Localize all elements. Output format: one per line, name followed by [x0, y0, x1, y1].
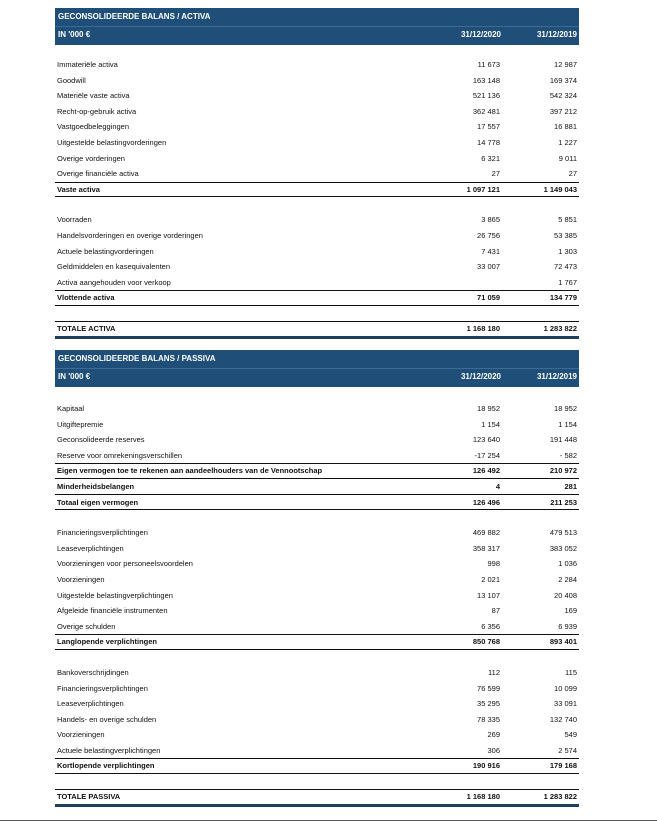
table-row-value-2020: 6 356 [481, 621, 500, 631]
activa-header [55, 8, 579, 45]
table-row-value-2019: 115 [565, 667, 577, 677]
passiva-header [55, 350, 579, 387]
activa-col2-header: 31/12/2019 [536, 30, 577, 39]
total-row-label: TOTALE PASSIVA [57, 792, 121, 802]
table-row-value-2019: 1 303 [558, 246, 577, 256]
subtotal-row-value-2020: 850 768 [472, 637, 500, 647]
table-row-value-2020: 78 335 [477, 714, 500, 724]
passiva-col2-header: 31/12/2019 [536, 372, 577, 381]
table-row-value-2020: 358 317 [472, 543, 500, 553]
table-row-label: Voorzieningen [57, 574, 105, 584]
table-row-value-2019: 2 284 [558, 574, 577, 584]
table-row-value-2020: 469 882 [472, 528, 500, 538]
subtotal-row-label: Totaal eigen vermogen [57, 497, 139, 507]
table-row [55, 541, 579, 557]
subtotal-row [55, 479, 579, 495]
table-row-value-2019: 27 [568, 169, 577, 179]
table-row [55, 57, 579, 73]
total-row-label: TOTALE ACTIVA [57, 323, 116, 333]
table-row-value-2019: 12 987 [554, 60, 577, 69]
table-row [55, 432, 579, 448]
passiva-unit: IN '000 € [58, 372, 91, 381]
table-row-label: Overige financiële activa [57, 169, 139, 179]
table-row-value-2019: 53 385 [554, 230, 577, 240]
table-row-label: Geconsolideerde reserves [57, 435, 145, 445]
table-row [55, 712, 579, 728]
table-row [55, 681, 579, 697]
table-row-value-2020: 11 673 [477, 60, 500, 69]
table-row-value-2019: 542 324 [549, 91, 577, 101]
subtotal-row-label: Vaste activa [57, 184, 100, 194]
table-row-value-2019: 1 154 [558, 419, 577, 429]
total-row-value-2020: 1 168 180 [466, 792, 500, 802]
table-row-value-2019: 169 374 [549, 75, 577, 85]
table-row-value-2020: 163 148 [472, 75, 500, 85]
table-row-label: Handelsvorderingen en overige vorderingen [57, 230, 203, 240]
table-row-label: Afgeleide financiële instrumenten [57, 606, 168, 616]
table-row-label: Goodwill [57, 75, 86, 85]
table-row-label: Financieringsverplichtingen [57, 528, 148, 538]
table-row-label: Leaseverplichtingen [57, 543, 124, 553]
subtotal-row [55, 290, 579, 306]
table-row-value-2019: 397 212 [549, 106, 577, 116]
table-row-value-2019: 132 740 [549, 714, 577, 724]
table-row [55, 228, 579, 244]
table-row-value-2020: 33 007 [477, 262, 500, 272]
table-row-value-2020: 18 952 [477, 404, 500, 413]
table-row-value-2020: 362 481 [472, 106, 500, 116]
table-row-value-2019: 1 227 [558, 137, 577, 147]
table-row-label: Vastgoedbeleggingen [57, 122, 130, 132]
table-row-value-2019: 6 939 [558, 621, 577, 631]
table-row-label: Voorzieningen [57, 730, 105, 740]
subtotal-row-label: Kortlopende verplichtingen [57, 761, 155, 771]
table-row [55, 417, 579, 433]
table-row [55, 135, 579, 151]
table-row-value-2019: 549 [564, 730, 577, 740]
section-spacer [55, 306, 579, 321]
table-row [55, 244, 579, 260]
table-row-value-2020: 123 640 [472, 435, 500, 445]
table-row [55, 556, 579, 572]
table-row-value-2020: 112 [488, 667, 500, 677]
table-row [55, 151, 579, 167]
subtotal-row-label: Minderheidsbelangen [57, 481, 135, 491]
table-row-value-2020: 27 [491, 169, 500, 179]
total-row [55, 789, 579, 805]
table-row-label: Kapitaal [57, 404, 85, 413]
subtotal-row-value-2020: 126 496 [472, 497, 500, 507]
subtotal-row-value-2020: 1 097 121 [466, 184, 500, 194]
table-row-value-2019: 2 574 [558, 745, 577, 755]
table-row-value-2020: 3 865 [481, 215, 500, 225]
table-row-label: Handels- en overige schulden [57, 714, 157, 724]
table-row-value-2019: 479 513 [549, 528, 577, 538]
activa-unit: IN '000 € [58, 30, 91, 39]
activa-table [55, 8, 579, 337]
table-row-value-2019: 18 952 [554, 404, 577, 413]
table-row-value-2019: 1 036 [558, 559, 577, 569]
table-row-label: Uitgiftepremie [57, 419, 104, 429]
table-row-value-2020: 998 [487, 559, 500, 569]
table-row-value-2019: 16 881 [554, 122, 577, 132]
subtotal-row-value-2019: 281 [564, 481, 577, 491]
table-row-value-2019: 1 767 [558, 277, 577, 287]
table-row-label: Actuele belastingvorderingen [57, 246, 154, 256]
table-row [55, 619, 579, 635]
table-row [55, 727, 579, 743]
subtotal-row-value-2020: 71 059 [477, 293, 500, 303]
subtotal-row-value-2019: 179 168 [549, 761, 577, 771]
subtotal-row-value-2019: 893 401 [549, 637, 577, 647]
table-row [55, 665, 579, 681]
table-row [55, 603, 579, 619]
subtotal-row-value-2020: 190 916 [472, 761, 500, 771]
table-row-value-2020: 2 021 [481, 574, 500, 584]
table-row-value-2020: 6 321 [481, 153, 500, 163]
table-row [55, 401, 579, 417]
subtotal-row-value-2020: 4 [495, 481, 500, 491]
table-row-label: Actuele belastingverplichtingen [57, 745, 161, 755]
table-row [55, 572, 579, 588]
table-row-value-2019: 20 408 [554, 590, 577, 600]
table-row-label: Voorzieningen voor personeelsvoordelen [57, 559, 193, 569]
total-row-value-2019: 1 283 822 [543, 792, 577, 802]
table-row-value-2019: 33 091 [554, 699, 577, 709]
table-row-label: Geldmiddelen en kasequivalenten [57, 262, 170, 272]
table-row-label: Overige schulden [57, 621, 116, 631]
subtotal-row [55, 182, 579, 198]
table-row-value-2020: 17 557 [477, 122, 500, 132]
table-row-value-2020: 35 295 [477, 699, 500, 709]
table-row-value-2019: 383 052 [549, 543, 577, 553]
passiva-unit-row [55, 368, 579, 387]
activa-body [55, 45, 579, 337]
passiva-body [55, 387, 579, 805]
subtotal-row-value-2019: 134 779 [549, 293, 577, 303]
table-row [55, 88, 579, 104]
table-row [55, 448, 579, 464]
subtotal-row [55, 463, 579, 479]
table-row-value-2019: 9 011 [558, 153, 577, 163]
table-row-label: Reserve voor omrekeningsverschillen [57, 450, 183, 460]
table-row-label: Leaseverplichtingen [57, 699, 124, 709]
section-spacer [55, 197, 579, 212]
table-row-value-2019: 5 851 [558, 215, 577, 225]
table-row [55, 166, 579, 182]
table-row-value-2019: 169 [564, 606, 577, 616]
subtotal-row [55, 758, 579, 774]
table-row-value-2020: 87 [491, 606, 500, 616]
subtotal-row-value-2019: 210 972 [549, 466, 577, 476]
table-row [55, 696, 579, 712]
page-footer-line [0, 820, 657, 821]
table-row [55, 525, 579, 541]
table-row-value-2020: 7 431 [481, 246, 500, 256]
table-row-value-2020: 306 [487, 745, 500, 755]
subtotal-row-value-2020: 126 492 [472, 466, 500, 476]
table-row-label: Activa aangehouden voor verkoop [57, 277, 171, 287]
table-row-value-2019: 191 448 [549, 435, 577, 445]
table-row [55, 275, 579, 291]
table-row [55, 588, 579, 604]
passiva-table [55, 350, 579, 805]
table-row [55, 259, 579, 275]
table-row-label: Recht-op-gebruik activa [57, 106, 137, 116]
subtotal-row-value-2019: 211 253 [550, 497, 577, 507]
table-row-value-2020: 269 [487, 730, 500, 740]
table-row-label: Uitgestelde belastingvorderingen [57, 137, 167, 147]
table-row-label: Voorraden [57, 215, 92, 225]
total-row-value-2020: 1 168 180 [466, 323, 500, 333]
subtotal-row-label: Eigen vermogen toe te rekenen aan aandeelhouders van de Vennootschap [57, 466, 323, 476]
subtotal-row [55, 634, 579, 650]
section-spacer [55, 774, 579, 789]
table-row-value-2019: 72 473 [554, 262, 577, 272]
activa-unit-row [55, 26, 579, 45]
passiva-col1-header: 31/12/2020 [460, 372, 501, 381]
subtotal-row-value-2019: 1 149 043 [543, 184, 577, 194]
table-row-label: Bankoverschrijdingen [57, 667, 129, 677]
activa-title: GECONSOLIDEERDE BALANS / ACTIVA [58, 12, 211, 21]
table-row-value-2019: 10 099 [554, 683, 577, 693]
table-row-label: Immateriële activa [57, 60, 118, 69]
table-row-value-2020: 13 107 [477, 590, 500, 600]
subtotal-row [55, 495, 579, 511]
table-row-value-2020: 26 756 [477, 230, 500, 240]
table-row-label: Overige vorderingen [57, 153, 125, 163]
table-row-value-2020: 521 136 [472, 91, 500, 101]
activa-col1-header: 31/12/2020 [460, 30, 501, 39]
total-row-value-2019: 1 283 822 [543, 323, 577, 333]
table-row-label: Financieringsverplichtingen [57, 683, 148, 693]
table-row-label: Uitgestelde belastingverplichtingen [57, 590, 173, 600]
table-row-value-2020: -17 254 [474, 450, 500, 460]
section-spacer [55, 650, 579, 665]
table-row [55, 212, 579, 228]
table-row [55, 73, 579, 89]
table-row [55, 104, 579, 120]
subtotal-row-label: Vlottende activa [57, 293, 115, 303]
table-row-value-2020: 1 154 [481, 419, 500, 429]
table-row [55, 119, 579, 135]
passiva-title: GECONSOLIDEERDE BALANS / PASSIVA [58, 354, 216, 363]
total-row [55, 321, 579, 337]
table-row-value-2020: 76 599 [477, 683, 500, 693]
table-row-value-2019: - 582 [559, 450, 577, 460]
subtotal-row-label: Langlopende verplichtingen [57, 637, 158, 647]
table-row [55, 743, 579, 759]
table-row-value-2020: 14 778 [477, 137, 500, 147]
section-spacer [55, 510, 579, 525]
table-row-label: Materiële vaste activa [57, 91, 130, 101]
